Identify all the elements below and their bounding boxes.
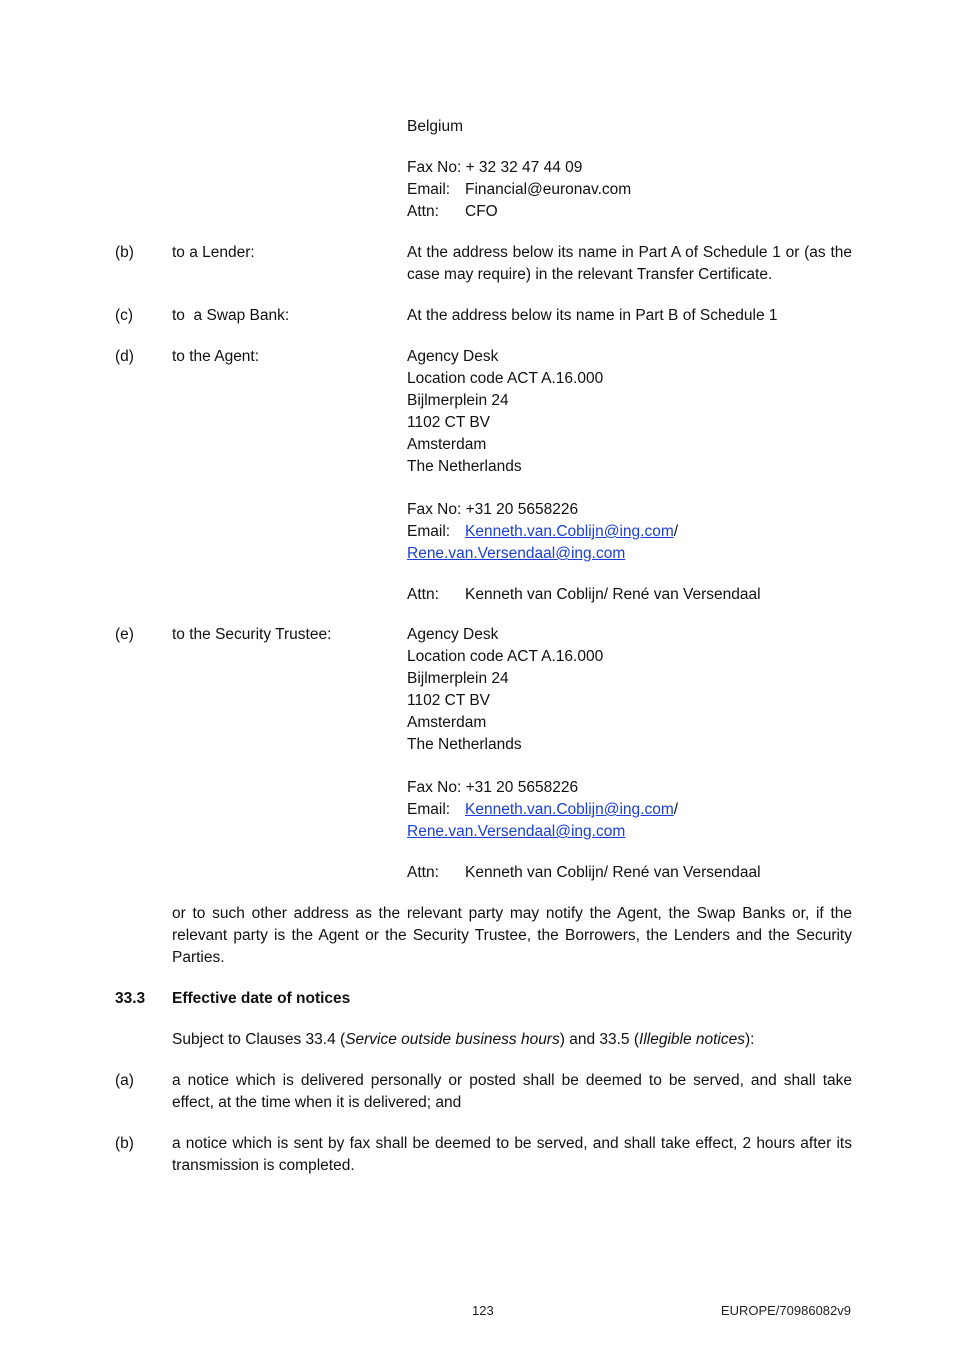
- item-b-recipient: to a Lender:: [172, 244, 255, 261]
- agent-email: [407, 521, 857, 543]
- item-e-recipient: to the Security Trustee:: [172, 626, 332, 643]
- agent-address-line: Amsterdam: [407, 436, 487, 453]
- clause-b-marker: (b): [115, 1135, 134, 1152]
- trustee-address-line: Bijlmerplein 24: [407, 670, 509, 687]
- section-number: 33.3: [115, 990, 146, 1007]
- item-c-text: At the address below its name in Part B of Schedule 1: [407, 307, 778, 324]
- borrower-attn-label: Attn:: [407, 203, 439, 220]
- document-reference: EUROPE/70986082v9: [720, 1303, 851, 1318]
- trustee-address-line: Location code ACT A.16.000: [407, 648, 604, 665]
- item-b-text: At the address below its name in Part A of Schedule 1 or (as the case may require) in the relevant Transfer Certificate.: [407, 244, 852, 283]
- agent-address: [407, 346, 857, 606]
- trustee-fax: [407, 777, 857, 799]
- trustee-fax-label: Fax No:: [407, 779, 462, 796]
- trustee-email-label: Email:: [407, 801, 451, 818]
- trustee-address-line: Amsterdam: [407, 714, 487, 731]
- intro-mid: ) and 33.5 (: [559, 1031, 640, 1048]
- intro-suffix: ):: [745, 1031, 755, 1048]
- trustee-fax-value: +31 20 5658226: [465, 779, 579, 796]
- agent-address-line: The Netherlands: [407, 458, 522, 475]
- section-intro: [172, 1029, 754, 1051]
- borrower-attn-value: CFO: [465, 203, 498, 220]
- intro-ref-illegible-notices: Illegible notices: [639, 1031, 745, 1048]
- trustee-address-line: 1102 CT BV: [407, 692, 491, 709]
- borrower-country: Belgium: [407, 118, 463, 135]
- item-d-recipient: to the Agent:: [172, 348, 260, 365]
- borrower-fax: [407, 157, 857, 179]
- item-b-marker: (b): [115, 244, 134, 261]
- agent-attn-value: Kenneth van Coblijn/ René van Versendaal: [465, 586, 761, 603]
- page-number: 123: [472, 1303, 494, 1318]
- agent-fax-label: Fax No:: [407, 501, 462, 518]
- trustee-email: [407, 799, 857, 821]
- clause-a-marker: (a): [115, 1072, 134, 1089]
- agent-address-line: 1102 CT BV: [407, 414, 491, 431]
- borrower-email: [407, 179, 857, 201]
- trustee-attn-value: Kenneth van Coblijn/ René van Versendaal: [465, 864, 761, 881]
- agent-fax-value: +31 20 5658226: [465, 501, 579, 518]
- trustee-email-link-2[interactable]: Rene.van.Versendaal@ing.com: [407, 823, 626, 840]
- trustee-address-line: The Netherlands: [407, 736, 522, 753]
- item-c-marker: (c): [115, 307, 134, 324]
- agent-attn: [407, 584, 857, 606]
- trustee-attn: [407, 862, 857, 884]
- borrower-attn: [407, 201, 857, 223]
- item-c-recipient: to a Swap Bank:: [172, 307, 290, 324]
- agent-address-line: Bijlmerplein 24: [407, 392, 509, 409]
- closing-paragraph: or to such other address as the relevant party may notify the Agent, the Swap Banks or, if the relevant party is the Agent or the Security Trustee, the Borrowers, the Lenders and the Security Parties.: [172, 905, 852, 966]
- clause-a-text: a notice which is delivered personally or posted shall be deemed to be served, and shall take effect, at the time when it is delivered; and: [172, 1072, 852, 1111]
- section-heading: Effective date of notices: [172, 990, 351, 1007]
- trustee-address-line: Agency Desk: [407, 626, 499, 643]
- agent-email-label: Email:: [407, 523, 451, 540]
- agent-attn-label: Attn:: [407, 586, 439, 603]
- item-e-marker: (e): [115, 626, 134, 643]
- intro-ref-service-outside-hours: Service outside business hours: [345, 1031, 560, 1048]
- borrower-fax-label: Fax No:: [407, 159, 462, 176]
- clause-b-text: a notice which is sent by fax shall be deemed to be served, and shall take effect, 2 hours after its transmission is completed.: [172, 1135, 852, 1174]
- email-separator: /: [673, 801, 679, 818]
- borrower-fax-value: + 32 32 47 44 09: [465, 159, 583, 176]
- agent-address-line: Location code ACT A.16.000: [407, 370, 604, 387]
- borrower-email-value: Financial@euronav.com: [465, 181, 632, 198]
- email-separator: /: [673, 523, 679, 540]
- item-d-marker: (d): [115, 348, 134, 365]
- trustee-email-link-1[interactable]: Kenneth.van.Coblijn@ing.com: [465, 801, 674, 818]
- intro-prefix: Subject to Clauses 33.4 (: [172, 1031, 346, 1048]
- agent-fax: [407, 499, 857, 521]
- trustee-address: [407, 624, 857, 884]
- agent-address-line: Agency Desk: [407, 348, 499, 365]
- agent-email-link-1[interactable]: Kenneth.van.Coblijn@ing.com: [465, 523, 674, 540]
- agent-email-link-2[interactable]: Rene.van.Versendaal@ing.com: [407, 545, 626, 562]
- trustee-attn-label: Attn:: [407, 864, 439, 881]
- borrower-email-label: Email:: [407, 181, 451, 198]
